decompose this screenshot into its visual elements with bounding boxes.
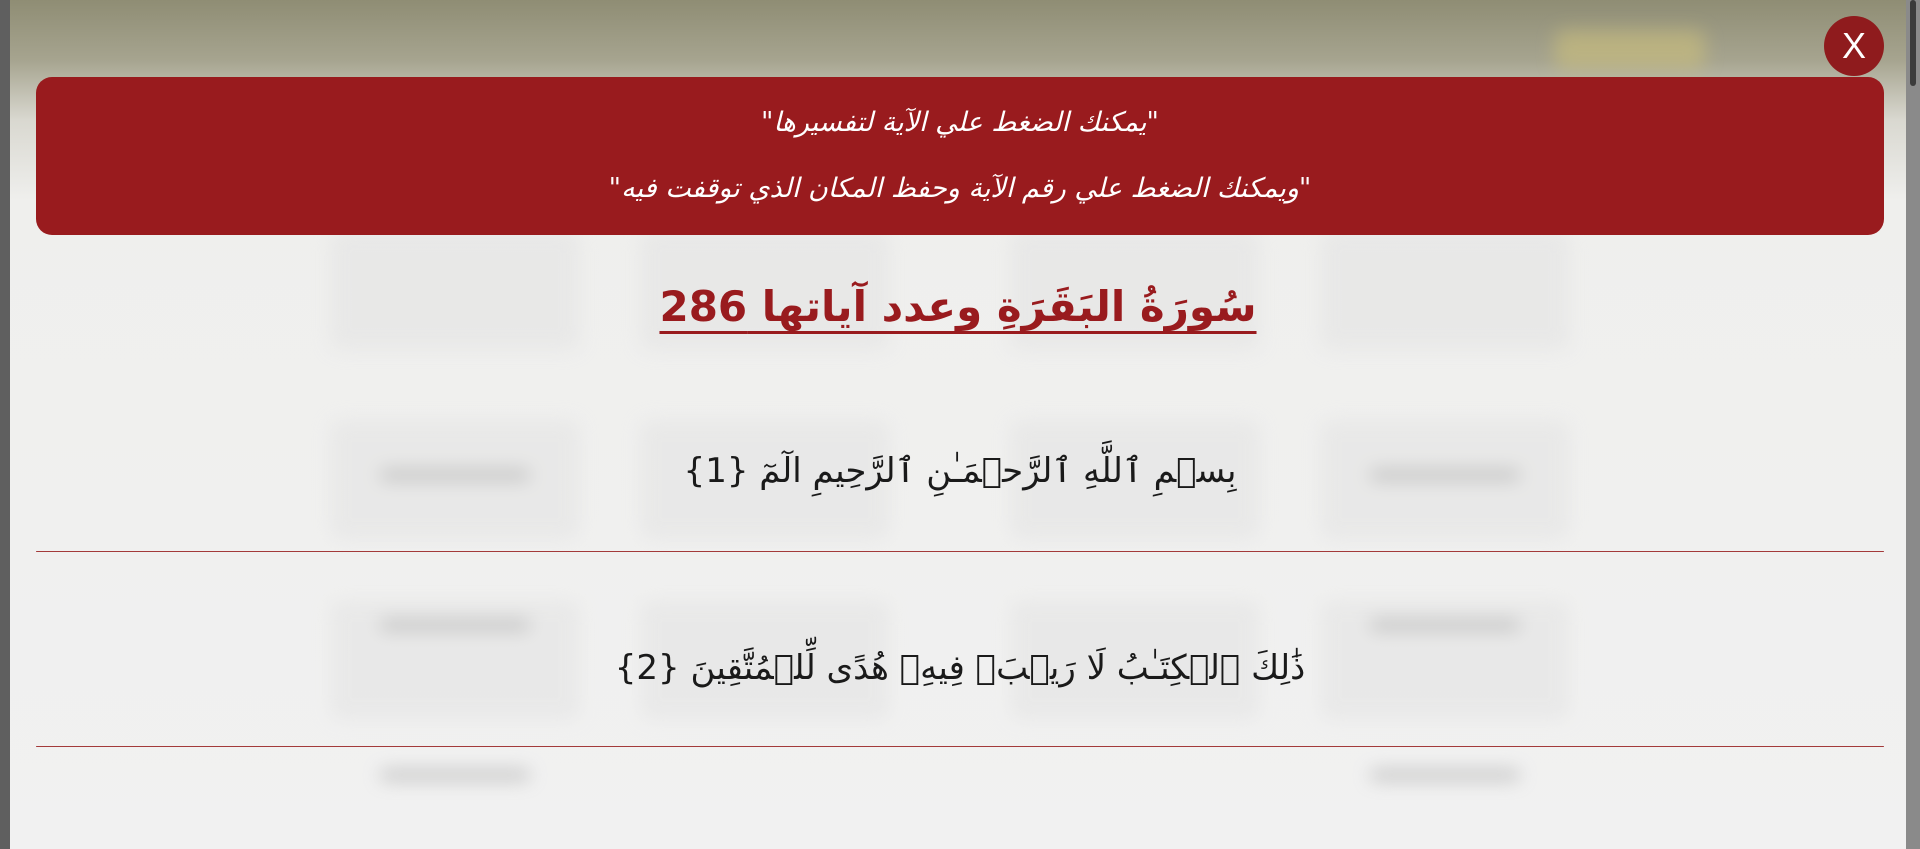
ayah-divider [36,746,1884,747]
ayah-divider [36,551,1884,552]
scrollbar-thumb[interactable] [1910,0,1916,86]
ayah-text[interactable]: ذَٰلِكَ ٱلۡكِتَـٰبُ لَا رَيۡبَۛ فِيهِۛ هُدًى لِّلۡمُتَّقِينَ [690,648,1306,688]
notice-banner [36,77,1884,235]
surah-title [10,282,1906,331]
window-edge-left [0,0,10,849]
ayah-number-button[interactable]: {1} [683,451,749,491]
tafsir-modal [10,0,1906,849]
ayah-text[interactable]: بِسۡمِ ٱللَّهِ ٱلرَّحۡمَـٰنِ ٱلرَّحِيمِ الٓمٓ [759,451,1237,491]
ayah-number-button[interactable]: {2} [614,648,680,688]
scrollbar[interactable] [1906,0,1920,849]
close-button[interactable]: X [1824,16,1884,76]
notice-line-tap-ayah: "يمكنك الضغط علي الآية لتفسيرها" [761,107,1159,138]
notice-line-save-position: "ويمكنك الضغط علي رقم الآية وحفظ المكان الذي توقفت فيه" [608,173,1312,204]
ayah-row[interactable] [36,648,1884,688]
surah-title-text: سُورَةُ البَقَرَةِ وعدد آياتها 286 [659,282,1257,331]
ayah-row[interactable] [36,450,1884,491]
